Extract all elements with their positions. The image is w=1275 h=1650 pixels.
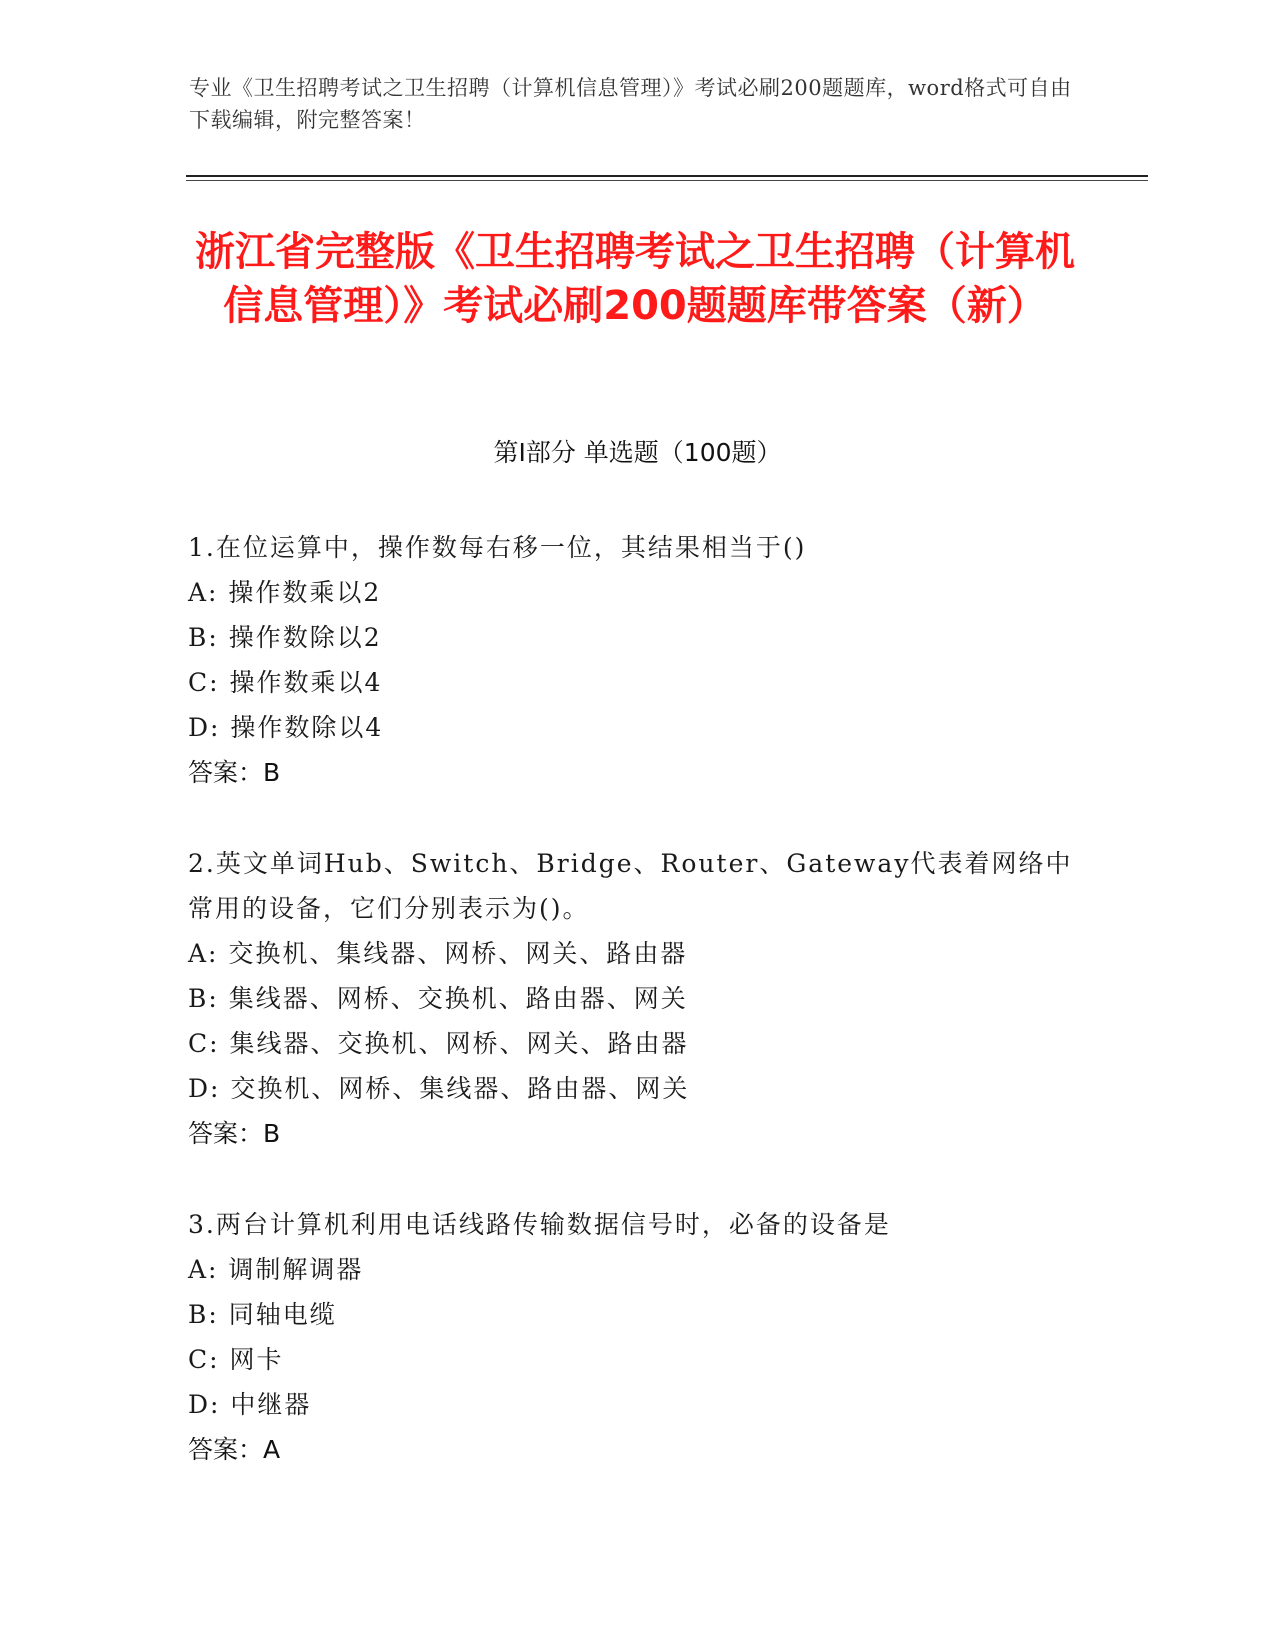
question-list	[188, 525, 1088, 1518]
option-d: D: 操作数除以4	[188, 713, 384, 742]
question-2	[188, 841, 1088, 1156]
option-b: B: 操作数除以2	[188, 623, 382, 652]
option-c: C: 集线器、交换机、网桥、网关、路由器	[188, 1029, 689, 1058]
answer: 答案：B	[188, 758, 281, 787]
option-a: A: 交换机、集线器、网桥、网关、路由器	[188, 939, 688, 968]
question-text: 2.英文单词Hub、Switch、Bridge、Router、Gateway代表着网络中常用的设备，它们分别表示为()。	[188, 849, 1073, 923]
option-a: A: 调制解调器	[188, 1255, 364, 1284]
option-c: C: 操作数乘以4	[188, 668, 383, 697]
option-c: C: 网卡	[188, 1345, 284, 1374]
option-a: A: 操作数乘以2	[188, 578, 382, 607]
answer: 答案：A	[188, 1435, 281, 1464]
question-1	[188, 525, 1088, 795]
document-title: 浙江省完整版《卫生招聘考试之卫生招聘（计算机信息管理）》考试必刷200题题库带答案（新）	[195, 229, 1075, 329]
header-divider-thick	[186, 175, 1148, 177]
header-divider-thin	[186, 180, 1148, 181]
question-text: 3.两台计算机利用电话线路传输数据信号时，必备的设备是	[188, 1210, 891, 1239]
header-note: 专业《卫生招聘考试之卫生招聘（计算机信息管理）》考试必刷200题题库，word格式可自由下载编辑，附完整答案！	[189, 76, 1072, 132]
section-title: 第Ⅰ部分 单选题（100题）	[493, 438, 782, 467]
option-b: B: 集线器、网桥、交换机、路由器、网关	[188, 984, 688, 1013]
question-3	[188, 1202, 1088, 1472]
option-b: B: 同轴电缆	[188, 1300, 337, 1329]
option-d: D: 中继器	[188, 1390, 312, 1419]
option-d: D: 交换机、网桥、集线器、路由器、网关	[188, 1074, 690, 1103]
answer: 答案：B	[188, 1119, 281, 1148]
question-text: 1.在位运算中，操作数每右移一位，其结果相当于()	[188, 533, 807, 562]
